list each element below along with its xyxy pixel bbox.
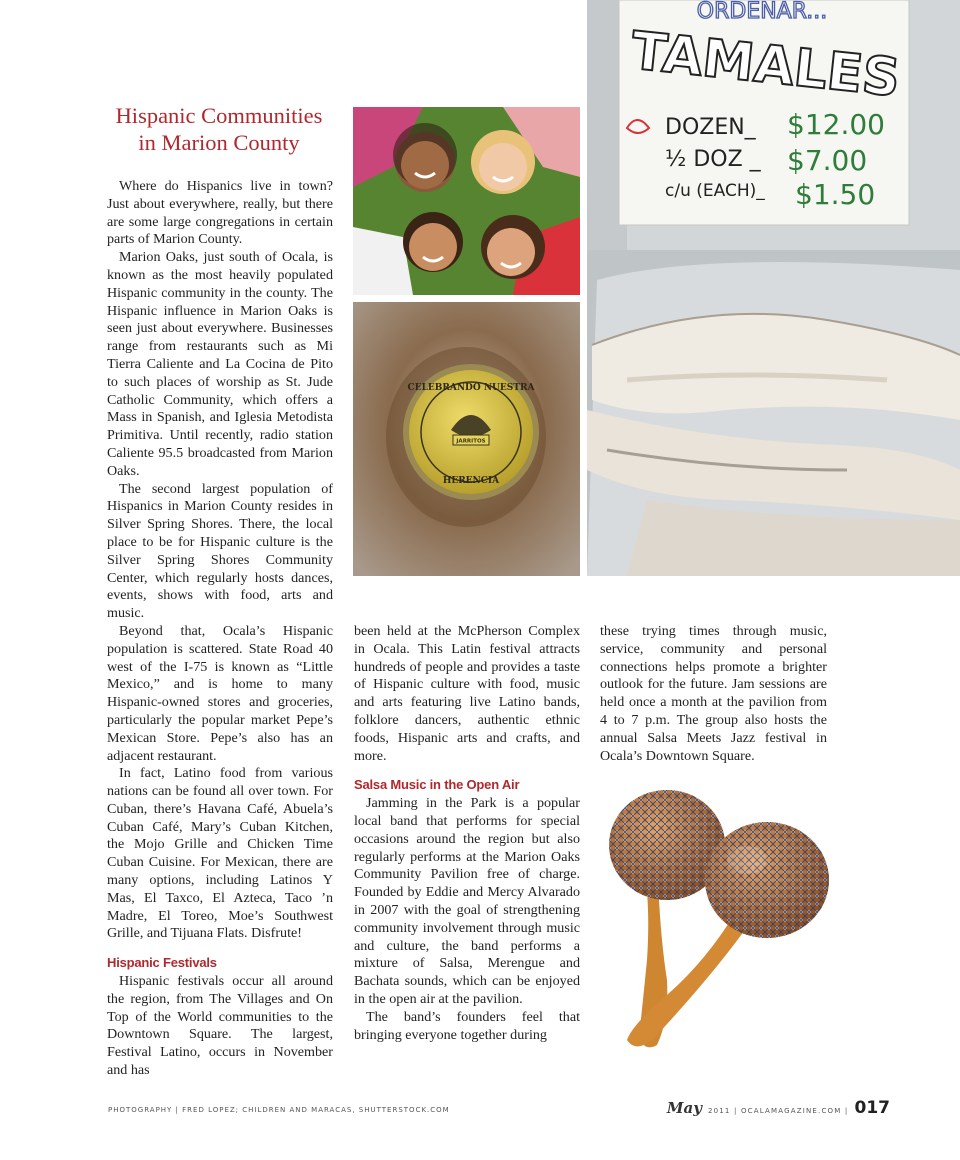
sign-title: TAMALES [628,21,903,109]
article-title [100,102,338,156]
photo-credit: PHOTOGRAPHY | FRED LOPEZ; CHILDREN AND MARACAS, SHUTTERSTOCK.COM [108,1106,450,1114]
paragraph: The band’s founders feel that bringing everyone together during [354,1008,580,1043]
sign-row3-label: c/u (EACH)_ [665,181,765,201]
sign-row1-price: $12.00 [787,108,885,141]
paragraph: Marion Oaks, just south of Ocala, is known as the most heavily populated Hispanic community in the county. The Hispanic influence in Marion Oaks is seen just about everywhere. Businesses range from restaurants such as Mi Tierra Caliente and La Cocina de Pito to such places of worship as St. Jude Catholic Community, which offers a Mass in Spanish, and Iglesia Metodista Primitiva. Until recently, radio station Caliente 95.5 broadcasted from Marion Oaks. [107,249,333,479]
children-photo [353,107,580,295]
sign-header: ORDENAR... [696,0,828,24]
title-line-1: Hispanic Communities [115,103,323,128]
bottlecap-photo [353,302,580,576]
page-number: 017 [854,1098,890,1118]
column-2 [354,623,580,1044]
bottlecap-brand: JARRITOS [456,438,486,445]
paragraph: Jamming in the Park is a popular local band that performs for special occasions around the region but also regularly performs at the Marion Oaks Community Pavilion free of charge. Founded by Eddie and Mercy Alvarado in 2007 with the goal of strengthening community involvement through music and culture, the band performs a mixture of Salsa, Merengue and Bachata sounds, which can be enjoyed in the open air at the pavilion. [354,795,580,1007]
page-folio [667,1098,890,1118]
column-1 [107,178,333,1080]
paragraph: these trying times through music, service, community and personal connections helps promote a brighter outlook for the future. Jam sessions are held once a month at the pavilion from 4 to 7 p.m. The group also hosts the annual Salsa Meets Jazz festival in Ocala’s Downtown Square. [600,623,827,764]
paragraph: been held at the McPherson Complex in Ocala. This Latin festival attracts hundreds of people and provides a taste of Hispanic culture with food, music and arts featuring live Latino bands, folklore dancers, authentic ethnic foods, Hispanic arts and crafts, and more. [354,623,580,764]
sign-row3-price: $1.50 [795,178,876,211]
sign-row2-price: $7.00 [787,144,868,177]
folio-year-site: 2011 | OCALAMAGAZINE.COM | [707,1107,849,1115]
sign-row1-label: DOZEN_ [665,115,756,140]
tamales-sign-photo [587,0,960,576]
folio-month: May [666,1099,702,1117]
bottlecap-arc-bottom: HERENCIA [442,476,500,486]
subhead-salsa-music: Salsa Music in the Open Air [354,777,520,793]
title-line-2: in Marion County [138,130,300,155]
bottlecap-arc-top: CELEBRANDO NUESTRA [407,383,535,393]
paragraph: Hispanic festivals occur all around the region, from The Villages and On Top of the World communities to the Downtown Square. The largest, Festival Latino, occurs in November and has [107,973,333,1079]
maracas-photo [597,780,842,1055]
paragraph: Beyond that, Ocala’s Hispanic population is scattered. State Road 40 west of the I-75 is known as “Little Mexico,” and is home to many Hispanic-owned stores and groceries, particularly the popular market Pepe’s Mexican Store. Pepe’s also has an adjacent restaurant. [107,622,333,764]
paragraph: The second largest population of Hispanics in Marion County resides in Silver Spring Shores. There, the local place to be for Hispanic culture is the Silver Spring Shores Community Center, which regularly hosts dances, events, shows with food, arts and music. [107,480,333,622]
column-3 [600,623,827,765]
paragraph: Where do Hispanics live in town? Just about everywhere, really, but there are some large congregations in certain parts of Marion County. [107,178,333,248]
paragraph: In fact, Latino food from various nations can be found all over town. For Cuban, there’s Havana Café, Abuela’s Cuban Café, Mary’s Cuban Kitchen, the Mojo Grille and Chicken Time Cuban Cuisine. For Mexican, there are many options, including Latinos Y Mas, El Taxco, El Azteca, Taco ’n Madre, El Toreo, Moe’s Southwest Grille, and Tijuana Flats. Disfrute! [107,765,333,942]
sign-row2-label: ½ DOZ _ [665,147,761,172]
subhead-hispanic-festivals: Hispanic Festivals [107,955,217,971]
